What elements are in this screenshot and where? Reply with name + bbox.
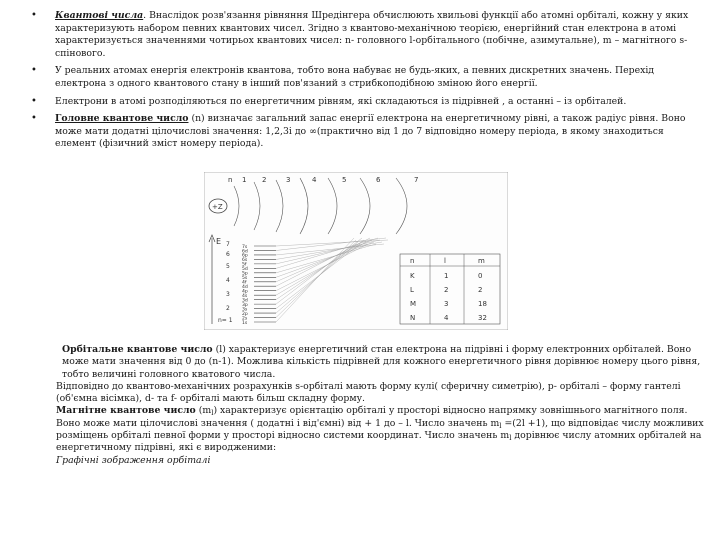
sublevel-label: 6d — [242, 249, 248, 255]
bullet-energy-quantized — [28, 65, 700, 90]
mini-cell: 2 — [478, 286, 483, 294]
bullet-principal-number — [28, 113, 700, 151]
mini-cell: 1 — [444, 272, 449, 280]
sublevel-label: 2s — [242, 316, 248, 322]
paragraph-text: ) характеризує орієнтацію орбіталі у просторі відносно напрямку зовнішнього магнітного поля. Воно може мати цілочислові значення ( додатні і від'ємні) від + 1 до – l. Число значень m — [56, 405, 688, 429]
sublevel-label: 5p — [242, 271, 248, 277]
term-magnetic-number: Магнітне квантове число — [56, 405, 196, 417]
mini-cell: 32 — [478, 314, 487, 322]
top-label-7: 7 — [414, 176, 419, 184]
sublevel-label: 5d — [242, 267, 248, 273]
mini-cell: 0 — [478, 272, 483, 280]
level-label-4: 4 — [226, 277, 230, 284]
paragraph-text: =(2l +1), що відповідає числу можливих розміщень орбіталі певної форми у просторі відносно системи координат. Число значень m — [56, 417, 704, 442]
bullet-icon: • — [31, 10, 37, 21]
bullet-icon: • — [31, 113, 37, 125]
mini-cell: 4 — [444, 314, 449, 322]
sublevel-label: 1s — [242, 320, 248, 326]
diagram-frame — [204, 172, 508, 330]
sublevel-label: 4f — [242, 280, 247, 286]
mini-header-l: l — [444, 257, 446, 265]
bullet-icon: • — [31, 95, 37, 107]
level-label-2: 2 — [226, 305, 230, 312]
subscript: l — [509, 434, 512, 443]
bullet-text: (n) визначає загальний запас енергії електрона на енергетичному рівні, а також радіус рівня. Воно може мати додатні цілочислові значення: 1,2,3і до ∞(практично від 1 до 7 відповідно номеру періода, в якому знаходиться елемент (фізичний зміст номеру періода). — [55, 113, 686, 150]
top-label-4: 4 — [312, 176, 317, 184]
mini-header-m: m — [478, 257, 485, 265]
top-label-5: 5 — [342, 176, 347, 184]
paragraph-text: (m — [198, 405, 212, 417]
paragraph-text: (l) характеризує енергетичний стан електрона на підрівні і форму електронних орбіталей. Воно може мати значення від 0 до (n-1). Можлива кількість підрівней для кожного енергетичного рівня дорівнює номеру цього рівня, тобто величині головного кватового числа. — [62, 344, 701, 380]
paragraph-orbital-shapes: Відповідно до квантово-механічних розрахунків s-орбіталі мають форму кулі( сферичну симетрію), p- орбіталі – форму гантелі (об'ємна вісімка), d- та f- орбіталі мають більш складну форму. — [56, 380, 681, 405]
top-label-2: 2 — [262, 176, 267, 184]
mini-cell: N — [410, 314, 416, 322]
mini-cell: 3 — [444, 300, 449, 308]
top-label-6: 6 — [376, 176, 381, 184]
subscript: l — [211, 409, 214, 418]
sublevel-label: 3s — [242, 307, 248, 313]
sublevel-label: 3p — [242, 302, 248, 308]
sublevel-label: 4d — [242, 285, 248, 291]
bullet-electron-levels — [28, 96, 700, 109]
top-label-3: 3 — [286, 176, 291, 184]
mini-cell: 18 — [478, 300, 487, 308]
bullet-icon: • — [31, 65, 37, 77]
term-principal-number: Головне квантове число — [55, 113, 189, 125]
bullet-text: . Внаслідок розв'язання рівняння Шредінгера обчислюють хвильові функції або атомні орбіталі, кожну у яких характеризують набором певних квантових чисел. Згідно з квантово-механічною теорією, енергійний стан електрона в атомі характеризується значеннями чотирьох квантових чисел: n- головного l-орбітального (побічне, азимутальне), m – магнітного s- спінового. — [55, 10, 689, 59]
subscript: l — [499, 421, 502, 430]
mini-cell: M — [410, 300, 417, 308]
top-label-n: n — [228, 176, 233, 184]
mini-cell: 2 — [444, 286, 449, 294]
nucleus-label: +Z — [212, 203, 223, 211]
level-label-5: 5 — [226, 263, 230, 270]
top-label-1: 1 — [242, 176, 247, 184]
paragraph-text: дорівнює числу атомних орбіталей на енергетичному підрівні, які є виродженими: — [56, 430, 702, 454]
paragraph-orbital-number — [56, 344, 706, 381]
lower-text-block — [56, 344, 706, 467]
sublevel-label: 3d — [242, 298, 248, 304]
sublevel-label: 7s — [242, 244, 248, 250]
level-label-3: 3 — [226, 291, 230, 298]
bullet-text: Електрони в атомі розподіляються по енергетичним рівням, які складаються із підрівней , а останні – із орбіталей. — [55, 95, 627, 107]
paragraph-magnetic-number — [56, 405, 706, 454]
sublevel-label: 4s — [242, 293, 248, 299]
level-label-7: 7 — [226, 241, 230, 248]
sublevel-label: 5f — [242, 262, 247, 268]
sublevel-label: 4p — [242, 289, 248, 295]
sublevel-label: 6s — [242, 258, 248, 264]
sublevel-label: 5s — [242, 276, 248, 282]
sublevel-label: 2p — [242, 311, 248, 317]
level-label-6: 6 — [226, 251, 230, 258]
energy-label: E — [216, 237, 222, 246]
mini-header-n: n — [410, 257, 415, 265]
energy-level-diagram — [204, 172, 508, 330]
bullet-text: У реальних атомах енергія електронів квантова, тобто вона набуває не будь-яких, а певних дискретних значень. Перехід електрона з одного квантового стану в інший пов'язаний з стрибкоподібною зміною його енергії. — [55, 65, 655, 89]
mini-cell: L — [410, 286, 414, 294]
bullet-list — [28, 10, 700, 156]
level-label-1: n= 1 — [218, 317, 233, 324]
sublevel-label: 6p — [242, 253, 248, 259]
term-quantum-numbers: Квантові числа — [55, 10, 144, 21]
caption-orbital-images: Графічні зображення орбіталі — [56, 454, 211, 466]
mini-cell: K — [410, 272, 415, 280]
term-orbital-number: Орбітальне квантове число — [62, 344, 213, 355]
bullet-quantum-numbers — [28, 10, 700, 60]
